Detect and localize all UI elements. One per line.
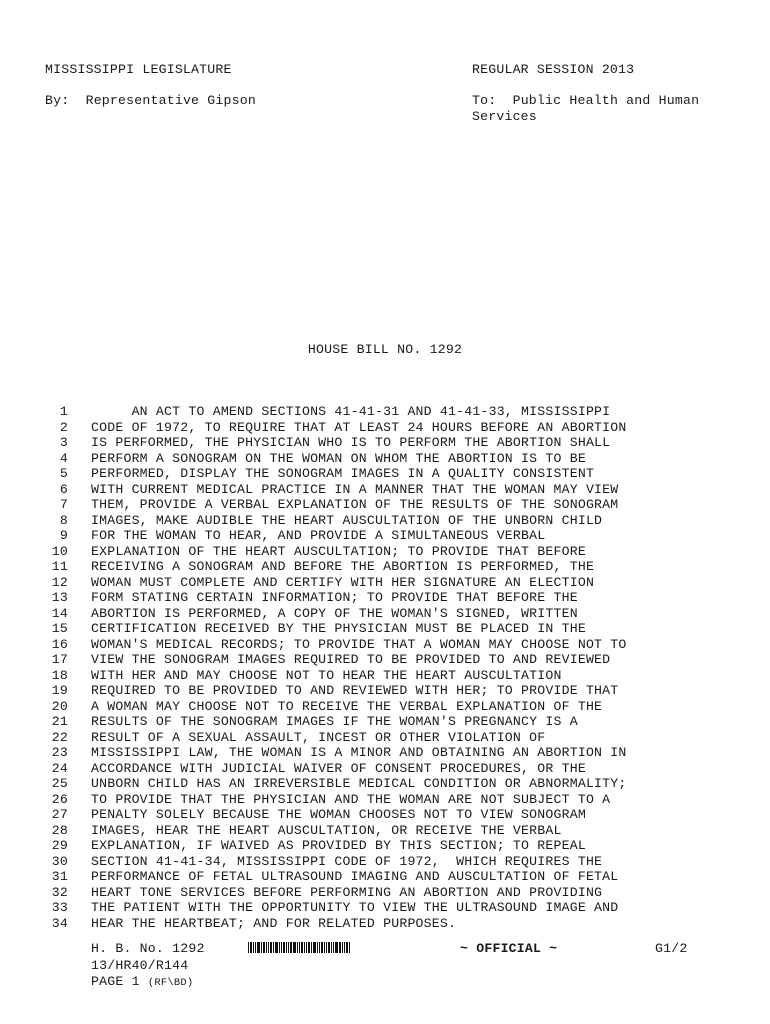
legislature-name: MISSISSIPPI LEGISLATURE [45, 62, 232, 77]
line-number: 2 [59, 419, 68, 435]
sponsor-line [45, 93, 256, 108]
line-number: 29 [51, 838, 68, 853]
page-suffix: (RF\BD) [147, 977, 194, 989]
line-number: 11 [51, 559, 68, 574]
footer-page-label [91, 974, 193, 989]
line-text: VIEW THE SONOGRAM IMAGES REQUIRED TO BE PROVIDED TO AND REVIEWED [91, 652, 611, 667]
line-number: 8 [59, 512, 68, 528]
official-mark: ~ OFFICIAL ~ [460, 941, 558, 956]
line-text: CODE OF 1972, TO REQUIRE THAT AT LEAST 24 HOURS BEFORE AN ABORTION [91, 419, 627, 435]
session-label: REGULAR SESSION 2013 [472, 62, 635, 77]
line-number: 14 [51, 605, 68, 621]
line-text: MISSISSIPPI LAW, THE WOMAN IS A MINOR AND OBTAINING AN ABORTION IN [91, 745, 627, 760]
line-number: 30 [51, 853, 68, 869]
line-text: SECTION 41-41-34, MISSISSIPPI CODE OF 1972, WHICH REQUIRES THE [91, 853, 603, 869]
line-number: 31 [51, 869, 68, 884]
line-text: HEAR THE HEARTBEAT; AND FOR RELATED PURPOSES. [91, 915, 457, 931]
to-label: To: [472, 93, 497, 108]
page-number: PAGE 1 [91, 974, 140, 989]
line-text: RESULTS OF THE SONOGRAM IMAGES IF THE WOMAN'S PREGNANCY IS A [91, 714, 578, 729]
line-text: A WOMAN MAY CHOOSE NOT TO RECEIVE THE VERBAL EXPLANATION OF THE [91, 698, 603, 714]
line-text: EXPLANATION OF THE HEART AUSCULTATION; TO PROVIDE THAT BEFORE [91, 543, 586, 559]
line-text: WITH CURRENT MEDICAL PRACTICE IN A MANNER THAT THE WOMAN MAY VIEW [91, 481, 619, 497]
line-number: 13 [51, 590, 68, 605]
line-text: FOR THE WOMAN TO HEAR, AND PROVIDE A SIMULTANEOUS VERBAL [91, 528, 546, 543]
line-number: 12 [51, 574, 68, 590]
line-number: 5 [59, 466, 68, 481]
footer-doc-code: 13/HR40/R144 [91, 958, 189, 973]
line-number: 24 [51, 760, 68, 776]
barcode-icon [248, 942, 354, 953]
line-text: THEM, PROVIDE A VERBAL EXPLANATION OF THE RESULTS OF THE SONOGRAM [91, 497, 619, 512]
line-text: FORM STATING CERTAIN INFORMATION; TO PROVIDE THAT BEFORE THE [91, 590, 578, 605]
footer-bill-number: H. B. No. 1292 [91, 941, 205, 956]
by-label: By: [45, 93, 70, 108]
line-number: 27 [51, 807, 68, 822]
line-text: ABORTION IS PERFORMED, A COPY OF THE WOMAN'S SIGNED, WRITTEN [91, 605, 578, 621]
line-text: RESULT OF A SEXUAL ASSAULT, INCEST OR OTHER VIOLATION OF [91, 729, 546, 745]
line-text: PERFORMANCE OF FETAL ULTRASOUND IMAGING AND AUSCULTATION OF FETAL [91, 869, 619, 884]
line-text: AN ACT TO AMEND SECTIONS 41-41-31 AND 41-41-33, MISSISSIPPI [91, 404, 611, 419]
line-text: TO PROVIDE THAT THE PHYSICIAN AND THE WOMAN ARE NOT SUBJECT TO A [91, 791, 611, 807]
line-number: 25 [51, 776, 68, 791]
line-number: 26 [51, 791, 68, 807]
line-number: 1 [59, 404, 68, 419]
line-number: 23 [51, 745, 68, 760]
line-text: WITH HER AND MAY CHOOSE NOT TO HEAR THE HEART AUSCULTATION [91, 667, 562, 683]
line-number: 18 [51, 667, 68, 683]
line-text: PERFORM A SONOGRAM ON THE WOMAN ON WHOM THE ABORTION IS TO BE [91, 450, 586, 466]
line-text: WOMAN MUST COMPLETE AND CERTIFY WITH HER SIGNATURE AN ELECTION [91, 574, 595, 590]
sponsor-name: Representative Gipson [85, 93, 256, 108]
line-number: 28 [51, 822, 68, 838]
line-number: 6 [59, 481, 68, 497]
line-number: 21 [51, 714, 68, 729]
line-text: WOMAN'S MEDICAL RECORDS; TO PROVIDE THAT A WOMAN MAY CHOOSE NOT TO [91, 636, 627, 652]
line-number: 19 [51, 683, 68, 698]
line-text: REQUIRED TO BE PROVIDED TO AND REVIEWED WITH HER; TO PROVIDE THAT [91, 683, 619, 698]
line-number: 22 [51, 729, 68, 745]
line-text: EXPLANATION, IF WAIVED AS PROVIDED BY THIS SECTION; TO REPEAL [91, 838, 586, 853]
line-text: CERTIFICATION RECEIVED BY THE PHYSICIAN MUST BE PLACED IN THE [91, 621, 586, 636]
line-number: 3 [59, 435, 68, 450]
line-number: 20 [51, 698, 68, 714]
bill-title: HOUSE BILL NO. 1292 [307, 342, 463, 357]
line-number: 33 [51, 900, 68, 915]
line-number: 16 [51, 636, 68, 652]
line-text: ACCORDANCE WITH JUDICIAL WAIVER OF CONSENT PROCEDURES, OR THE [91, 760, 586, 776]
line-text: IS PERFORMED, THE PHYSICIAN WHO IS TO PERFORM THE ABORTION SHALL [91, 435, 611, 450]
line-text: PENALTY SOLELY BECAUSE THE WOMAN CHOOSES NOT TO VIEW SONOGRAM [91, 807, 586, 822]
line-number: 15 [51, 621, 68, 636]
line-number: 34 [51, 915, 68, 931]
line-text: RECEIVING A SONOGRAM AND BEFORE THE ABORTION IS PERFORMED, THE [91, 559, 595, 574]
line-text: PERFORMED, DISPLAY THE SONOGRAM IMAGES IN A QUALITY CONSISTENT [91, 466, 595, 481]
line-number: 32 [51, 884, 68, 900]
line-number: 9 [59, 528, 68, 543]
line-number: 17 [51, 652, 68, 667]
line-text: IMAGES, HEAR THE HEART AUSCULTATION, OR RECEIVE THE VERBAL [91, 822, 562, 838]
committee-line-2: Services [472, 108, 537, 124]
line-number: 10 [51, 543, 68, 559]
line-number: 4 [59, 450, 68, 466]
footer-page-code: G1/2 [655, 941, 688, 956]
line-text: HEART TONE SERVICES BEFORE PERFORMING AN ABORTION AND PROVIDING [91, 884, 603, 900]
line-text: THE PATIENT WITH THE OPPORTUNITY TO VIEW THE ULTRASOUND IMAGE AND [91, 900, 619, 915]
committee-referral [472, 93, 699, 124]
line-text: IMAGES, MAKE AUDIBLE THE HEART AUSCULTATION OF THE UNBORN CHILD [91, 512, 603, 528]
committee-line-1: Public Health and Human [512, 93, 700, 108]
line-number: 7 [59, 497, 68, 512]
line-text: UNBORN CHILD HAS AN IRREVERSIBLE MEDICAL CONDITION OR ABNORMALITY; [91, 776, 627, 791]
